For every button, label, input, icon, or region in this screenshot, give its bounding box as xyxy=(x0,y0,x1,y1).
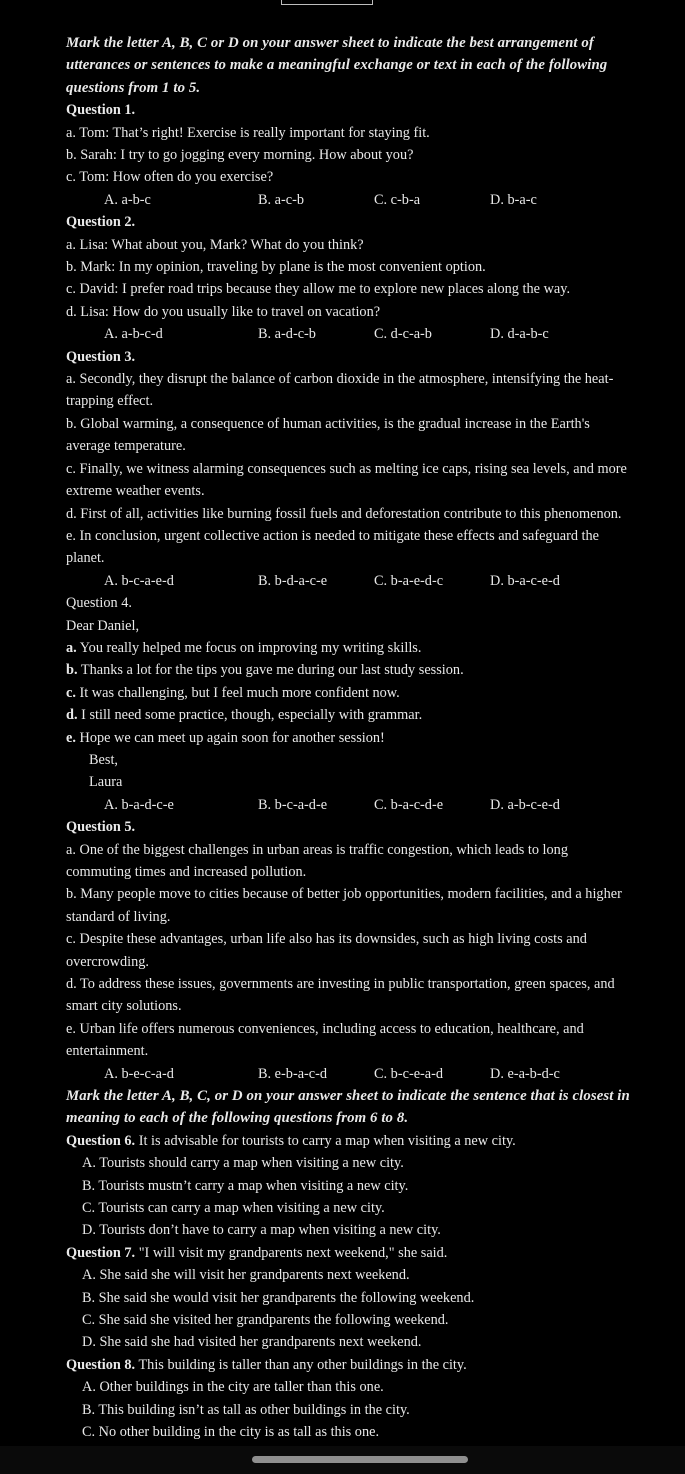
q3-option-b[interactable]: B. b-d-a-c-e xyxy=(258,572,328,589)
q2-options xyxy=(66,323,636,345)
q4-option-a[interactable]: A. b-a-d-c-e xyxy=(104,796,174,813)
q8-answer-b[interactable]: B. This building isn’t as tall as other buildings in the city. xyxy=(82,1401,410,1418)
q4-item-a xyxy=(66,637,636,659)
q4-item-a-letter: a. xyxy=(66,639,77,656)
q2-line-c: c. David: I prefer road trips because they allow me to explore new places along the way. xyxy=(66,281,571,298)
instruction-closest-meaning: Mark the letter A, B, C, or D on your answer sheet to indicate the sentence that is closest in meaning to each of the following questions from 6 to 8. xyxy=(66,1088,630,1127)
q1-line-a: a. Tom: That’s right! Exercise is really important for staying fit. xyxy=(66,124,430,141)
q4-item-d xyxy=(66,704,636,726)
q4-item-b-text: Thanks a lot for the tips you gave me during our last study session. xyxy=(80,662,464,679)
question-7 xyxy=(66,1242,636,1264)
q5-option-d[interactable]: D. e-a-b-d-c xyxy=(490,1065,560,1082)
q2-option-c[interactable]: C. d-c-a-b xyxy=(374,326,432,343)
question-6 xyxy=(66,1130,636,1152)
q1-line-c: c. Tom: How often do you exercise? xyxy=(66,169,274,186)
q4-option-b[interactable]: B. b-c-a-d-e xyxy=(258,796,328,813)
home-indicator[interactable] xyxy=(252,1456,468,1463)
question-5-title: Question 5. xyxy=(66,819,136,836)
q1-line-b: b. Sarah: I try to go jogging every morning. How about you? xyxy=(66,147,414,164)
q5-option-c[interactable]: C. b-c-e-a-d xyxy=(374,1065,444,1082)
q5-option-b[interactable]: B. e-b-a-c-d xyxy=(258,1065,328,1082)
q3-line-e: e. In conclusion, urgent collective action is needed to mitigate these effects and safeguard the planet. xyxy=(66,527,600,567)
q2-option-d[interactable]: D. d-a-b-c xyxy=(490,326,549,343)
q4-item-e xyxy=(66,727,636,749)
q3-line-c: c. Finally, we witness alarming consequences such as melting ice caps, rising sea levels, and more extreme weather events. xyxy=(66,460,627,500)
q4-option-c[interactable]: C. b-a-c-d-e xyxy=(374,796,444,813)
q6-answer-c[interactable]: C. Tourists can carry a map when visiting a new city. xyxy=(82,1200,385,1217)
q4-options xyxy=(66,794,636,816)
q1-options xyxy=(66,189,636,211)
instruction-arrangement: Mark the letter A, B, C or D on your answer sheet to indicate the best arrangement of utterances or sentences to make a meaningful exchange or text in each of the following questions from 1 to 5. xyxy=(66,35,608,96)
question-3-title: Question 3. xyxy=(66,348,136,365)
q6-answer-b[interactable]: B. Tourists mustn’t carry a map when visiting a new city. xyxy=(82,1177,409,1194)
q4-greeting: Dear Daniel, xyxy=(66,617,140,634)
q3-line-a: a. Secondly, they disrupt the balance of carbon dioxide in the atmosphere, intensifying the heat-trapping effect. xyxy=(66,371,614,410)
q8-answer-c[interactable]: C. No other building in the city is as tall as this one. xyxy=(82,1424,380,1441)
question-7-stem: "I will visit my grandparents next weekend," she said. xyxy=(138,1244,448,1261)
q4-closing: Best, xyxy=(89,751,118,768)
q2-line-b: b. Mark: In my opinion, traveling by plane is the most convenient option. xyxy=(66,259,486,276)
q7-answer-d[interactable]: D. She said she had visited her grandparents next weekend. xyxy=(82,1334,422,1351)
q3-option-d[interactable]: D. b-a-c-e-d xyxy=(490,572,560,589)
q3-option-c[interactable]: C. b-a-e-d-c xyxy=(374,572,444,589)
question-7-title: Question 7. xyxy=(66,1244,136,1261)
q2-line-d: d. Lisa: How do you usually like to travel on vacation? xyxy=(66,303,381,320)
q5-line-b: b. Many people move to cities because of better job opportunities, modern facilities, and a higher standard of living. xyxy=(66,886,622,925)
q4-signature: Laura xyxy=(89,774,123,791)
q3-line-d: d. First of all, activities like burning fossil fuels and deforestation contribute to this phenomenon. xyxy=(66,505,622,522)
q5-option-a[interactable]: A. b-e-c-a-d xyxy=(104,1065,174,1082)
q4-item-d-letter: d. xyxy=(66,707,78,724)
q6-answer-d[interactable]: D. Tourists don’t have to carry a map when visiting a new city. xyxy=(82,1222,441,1239)
q2-option-b[interactable]: B. a-d-c-b xyxy=(258,326,316,343)
q5-line-c: c. Despite these advantages, urban life also has its downsides, such as high living costs and overcrowding. xyxy=(66,931,587,970)
q4-item-c xyxy=(66,682,636,704)
q4-item-e-letter: e. xyxy=(66,729,76,746)
question-4-title: Question 4. xyxy=(66,595,132,612)
q3-options xyxy=(66,570,636,592)
q2-option-a[interactable]: A. a-b-c-d xyxy=(104,326,163,343)
q1-option-b[interactable]: B. a-c-b xyxy=(258,191,305,208)
question-8-stem: This building is taller than any other buildings in the city. xyxy=(138,1356,467,1373)
q4-item-b xyxy=(66,659,636,681)
q4-item-d-text: I still need some practice, though, especially with grammar. xyxy=(81,707,423,724)
q5-line-e: e. Urban life offers numerous conveniences, including access to education, healthcare, and entertainment. xyxy=(66,1020,584,1060)
question-8-title: Question 8. xyxy=(66,1356,136,1373)
q4-item-c-letter: c. xyxy=(66,684,76,701)
q5-options xyxy=(66,1063,636,1085)
q1-option-a[interactable]: A. a-b-c xyxy=(104,191,151,208)
q1-option-d[interactable]: D. b-a-c xyxy=(490,191,537,208)
question-6-title: Question 6. xyxy=(66,1132,136,1149)
q4-item-b-letter: b. xyxy=(66,662,78,679)
question-1-title: Question 1. xyxy=(66,102,136,119)
question-6-stem: It is advisable for tourists to carry a map when visiting a new city. xyxy=(138,1132,516,1149)
q4-item-a-text: You really helped me focus on improving my writing skills. xyxy=(79,639,422,656)
worksheet-page xyxy=(66,32,636,1444)
q7-answer-a[interactable]: A. She said she will visit her grandparents next weekend. xyxy=(82,1267,410,1284)
q5-line-a: a. One of the biggest challenges in urban areas is traffic congestion, which leads to long commuting times and increased pollution. xyxy=(66,841,568,880)
top-tab-outline xyxy=(281,0,373,5)
q3-line-b: b. Global warming, a consequence of human activities, is the gradual increase in the Earth's average temperature. xyxy=(66,415,590,455)
q4-option-d[interactable]: D. a-b-c-e-d xyxy=(490,796,560,813)
q4-item-e-text: Hope we can meet up again soon for another session! xyxy=(79,729,385,746)
q5-line-d: d. To address these issues, governments are investing in public transportation, green spaces, and smart city solutions. xyxy=(66,976,615,1015)
q2-line-a: a. Lisa: What about you, Mark? What do you think? xyxy=(66,236,364,253)
q6-answer-a[interactable]: A. Tourists should carry a map when visiting a new city. xyxy=(82,1155,404,1172)
q7-answer-c[interactable]: C. She said she visited her grandparents the following weekend. xyxy=(82,1312,449,1329)
q8-answer-a[interactable]: A. Other buildings in the city are taller than this one. xyxy=(82,1379,384,1396)
q1-option-c[interactable]: C. c-b-a xyxy=(374,191,421,208)
q4-item-c-text: It was challenging, but I feel much more confident now. xyxy=(79,684,400,701)
question-8 xyxy=(66,1354,636,1376)
question-2-title: Question 2. xyxy=(66,214,136,231)
q7-answer-b[interactable]: B. She said she would visit her grandparents the following weekend. xyxy=(82,1289,475,1306)
q3-option-a[interactable]: A. b-c-a-e-d xyxy=(104,572,174,589)
